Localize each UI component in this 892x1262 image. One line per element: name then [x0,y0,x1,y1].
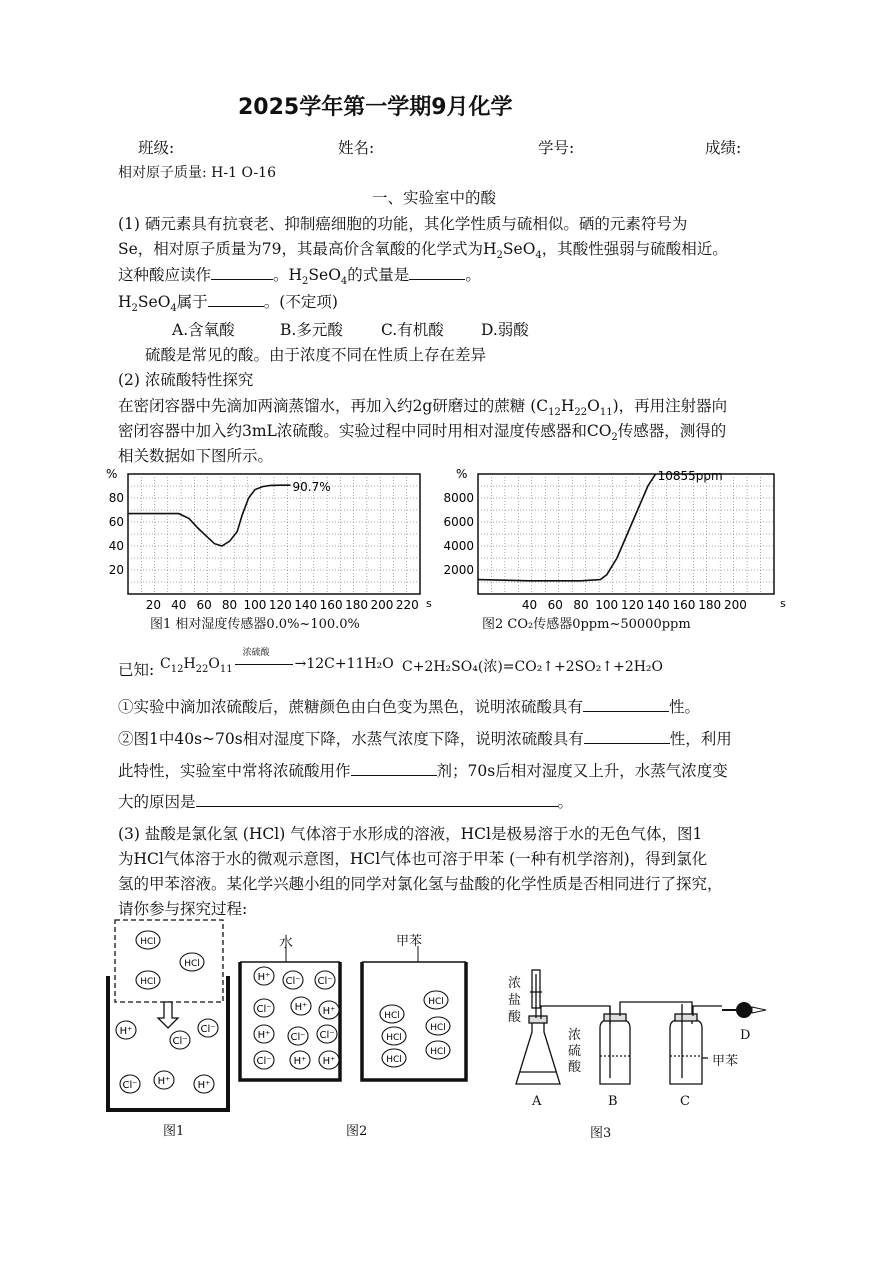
q1-line3-a: 这种酸应读作 [118,266,212,284]
humidity-chart-svg [106,467,440,633]
chart2-x-tick: 40 [521,598,538,612]
svg-text:HCl: HCl [430,1023,446,1033]
chloride-ion [170,1031,190,1049]
svg-text:Cl⁻: Cl⁻ [285,976,301,987]
chart2-x-tick: 200 [723,598,747,612]
q1-line2: Se，相对原子质量为79，其最高价含氧酸的化学式为$H_2SeO_4$，其酸性强弱与硫酸相近。 [118,240,728,262]
label-b: B [608,1094,618,1109]
chart1-annotation: 90.7% [292,480,331,495]
h2so4-label-2: 硫 [568,1044,582,1059]
section-heading: 一、实验室中的酸 [372,189,497,207]
q2-p1-d: )，再用注射器向 [612,397,728,415]
svg-text:Cl⁻: Cl⁻ [200,1024,216,1035]
chart2-x-tick: 100 [595,598,619,612]
chart1-x-tick: 200 [370,598,394,612]
hydrogen-ion [290,1051,310,1069]
chart1-x-tick: 160 [319,598,343,612]
q2-p1: 在密闭容器中先滴加两滴蒸馏水，再加入约2g研磨过的蔗糖 $(C_{12}H_{22}O_{11})$，再用注射器向 [118,397,728,419]
q1-line1: (1) 硒元素具有抗衰老、抑制癌细胞的功能，其化学性质与硫相似。硒的元素符号为 [118,215,688,233]
chloride-ion [317,1025,337,1043]
hydrogen-ion [154,1071,174,1089]
particle-diagrams [100,918,490,1138]
hcl-molecule [382,1027,406,1045]
chart1-y-tick: 80 [108,491,124,505]
svg-text:H⁺: H⁺ [293,1056,307,1067]
q1-line2-a: Se，相对原子质量为79，其最高价含氧酸的化学式为H [118,240,497,258]
chloride-ion [315,971,335,989]
q3-line2: 为HCl气体溶于水的微观示意图，HCl气体也可溶于甲苯 (一种有机学溶剂)，得到氯化 [118,850,708,868]
svg-text:H⁺: H⁺ [257,1030,271,1041]
answer-blank[interactable] [583,697,669,712]
q2-s1-a: ①实验中滴加浓硫酸后，蔗糖颜色由白色变为黑色，说明浓硫酸具有 [118,698,584,716]
chart2-y-tick: 4000 [443,539,474,553]
hcl-molecule [136,971,160,989]
hcl-molecule [136,931,160,949]
chart1-x-tick: 180 [345,598,368,612]
chart1-x-tick: 220 [395,598,419,612]
hcl-molecule [380,1005,404,1023]
co2-chart [442,467,786,633]
chart1-series-line [128,485,291,546]
acid-label-1: 浓 [508,976,522,991]
q2-s2-b: 性，利用 [669,730,732,748]
svg-text:Cl⁻: Cl⁻ [256,1004,272,1015]
svg-text:H⁺: H⁺ [322,1006,336,1017]
chart2-annotation: 10855ppm [657,469,723,483]
page-title: 2025学年第一学期9月化学 [238,95,513,120]
q2-p2: 密闭容器中加入约3mL浓硫酸。实验过程中同时用相对湿度传感器和$CO_2$传感器，测得的 [118,422,727,444]
q3-line4: 请你参与探究过程: [118,900,248,918]
option-c[interactable]: C.有机酸 [381,321,444,339]
bottle-c [670,1004,722,1084]
equation-1-products: →12C+11H₂O [294,656,394,672]
chart2-y-tick: 6000 [443,515,474,529]
svg-text:HCl: HCl [140,937,156,947]
q2-p1-a: 在密闭容器中先滴加两滴蒸馏水，再加入约2g研磨过的蔗糖 (C [118,397,549,415]
q2-s2-line3 [118,790,573,812]
chart2-x-tick: 60 [547,598,563,612]
option-b[interactable]: B.多元酸 [280,321,343,339]
name-label: 姓名: [338,139,375,157]
q1-note: 硫酸是常见的酸。由于浓度不同在性质上存在差异 [145,346,487,364]
chart2-caption: 图2 CO₂传感器0ppm~50000ppm [482,617,691,632]
answer-blank[interactable] [351,761,437,776]
acid-label-3: 酸 [508,1010,522,1025]
balloon-d [722,1002,766,1018]
chart1-x-tick: 100 [243,598,267,612]
label-d: D [740,1028,751,1043]
answer-blank[interactable] [196,792,558,807]
chloride-ion [288,1027,308,1045]
q1-line3-b: 。H [273,266,303,284]
hydrogen-ion [194,1075,214,1093]
q1-line4-c: 属于 [176,293,208,311]
hydrogen-ion [319,1001,339,1019]
svg-text:HCl: HCl [140,977,156,987]
h2so4-label-1: 浓 [568,1028,582,1043]
svg-text:HCl: HCl [384,1011,400,1021]
chart1-y-label: % [106,467,118,481]
answer-blank[interactable] [584,729,670,744]
chart2-x-tick: 180 [698,598,722,612]
svg-text:HCl: HCl [184,959,200,969]
q2-s1-b: 性。 [669,698,701,716]
svg-text:Cl⁻: Cl⁻ [317,976,333,987]
hcl-molecule [382,1049,406,1067]
chart1-x-tick: 80 [221,598,238,612]
hydrogen-ion [254,1025,274,1043]
chart1-x-tick: 140 [294,598,318,612]
chart1-y-tick: 20 [108,563,124,577]
reaction-condition: 浓硫酸 [242,648,270,658]
q2-s2-line2 [118,759,728,781]
answer-blank[interactable] [211,265,273,280]
chart1-caption: 图1 相对湿度传感器0.0%~100.0% [150,617,360,632]
svg-text:HCl: HCl [430,1047,446,1057]
chart2-y-tick: 2000 [443,563,474,577]
chloride-ion [120,1075,140,1093]
chart2-x-tick: 140 [646,598,670,612]
q1-line3-e: 。 [465,266,481,284]
id-label: 学号: [538,139,575,157]
acid-label-2: 盐 [508,993,522,1008]
chart1-y-tick: 60 [108,515,124,529]
q2-s2-c: 此特性，实验室中常将浓硫酸用作 [118,762,351,780]
svg-text:H⁺: H⁺ [257,972,271,983]
hydrogen-ion [319,1051,339,1069]
q2-p3: 相关数据如下图所示。 [118,447,274,465]
svg-text:Cl⁻: Cl⁻ [172,1036,188,1047]
chart1-x-tick: 120 [268,598,292,612]
q1-line3: 这种酸应读作 。$H_2SeO_4$的式量是 。 [118,266,481,288]
chart2-x-label: s [780,597,786,610]
label-a: A [532,1094,542,1109]
equation-2: C+2H₂SO₄(浓)=CO₂↑+2SO₂↑+2H₂O [402,659,664,675]
chart2-y-label: % [456,467,468,481]
co2-chart-svg [442,467,786,633]
q3-line3: 氢的甲苯溶液。某化学兴趣小组的同学对氯化氢与盐酸的化学性质是否相同进行了探究， [118,875,723,893]
q2-s2-e: 大的原因是 [118,793,196,811]
label-c: C [680,1094,690,1109]
svg-text:Cl⁻: Cl⁻ [290,1032,306,1043]
chloride-ion [283,971,303,989]
toluene-label: 甲苯 [396,934,423,949]
q2-s1 [118,695,700,717]
fig2-caption: 图2 [346,1124,368,1139]
chart1-x-tick: 20 [145,598,162,612]
svg-text:H⁺: H⁺ [157,1076,171,1087]
svg-text:Cl⁻: Cl⁻ [256,1056,272,1067]
q1-line4-d: 。(不定项) [263,293,338,311]
q1-line3-d: 的式量是 [347,266,410,284]
chart2-series-line [478,474,656,581]
q1-line4-a: H [118,293,132,311]
hcl-molecule [424,991,448,1009]
hcl-molecule [180,953,204,971]
svg-text:H⁺: H⁺ [294,1002,308,1013]
atomic-mass-line: 相对原子质量: H-1 O-16 [118,165,276,181]
q2-s2-d: 剂；70s后相对湿度又上升，水蒸气浓度变 [436,762,728,780]
chart1-x-tick: 60 [196,598,212,612]
svg-text:HCl: HCl [428,997,444,1007]
svg-text:H⁺: H⁺ [119,1026,133,1037]
svg-text:H⁺: H⁺ [197,1080,211,1091]
chloride-ion [198,1019,218,1037]
svg-text:Cl⁻: Cl⁻ [122,1080,138,1091]
option-d[interactable]: D.弱酸 [481,321,529,339]
chloride-ion [254,1051,274,1069]
known-label: 已知: [118,661,155,679]
hcl-molecule [426,1041,450,1059]
hydrogen-ion [254,967,274,985]
q2-p2-b: 传感器，测得的 [617,422,727,440]
q1-line4: $H_2SeO_4$属于 。(不定项) [118,293,338,315]
svg-text:HCl: HCl [386,1055,402,1065]
option-a[interactable]: A.含氧酸 [172,321,235,339]
class-label: 班级: [138,139,175,157]
chart2-x-tick: 160 [672,598,696,612]
equation-1: $C_{12}H_{22}O_{11}$ 浓硫酸 →12C+11H₂O [160,656,394,675]
h2so4-label-3: 酸 [568,1060,582,1075]
chart1-x-tick: 40 [171,598,187,612]
q2-heading: (2) 浓硫酸特性探究 [118,371,254,389]
chart2-x-tick: 80 [573,598,589,612]
hydrogen-ion [291,997,311,1015]
q2-s2-a: ②图1中40s~70s相对湿度下降，水蒸气浓度下降，说明浓硫酸具有 [118,730,584,748]
q3-line1: (3) 盐酸是氯化氢 (HCl) 气体溶于水形成的溶液，HCl是极易溶于水的无色气体，图1 [118,825,703,843]
toluene-apparatus-label: 甲苯 [712,1054,739,1069]
svg-text:Cl⁻: Cl⁻ [319,1030,335,1041]
q2-s2-f: 。 [557,793,574,811]
score-label: 成绩: [705,139,742,157]
q2-s2-line1 [118,727,732,749]
q2-p1-c: O [587,397,600,415]
q2-p2-a: 密闭容器中加入约3mL浓硫酸。实验过程中同时用相对湿度传感器和CO [118,422,612,440]
chloride-ion [254,999,274,1017]
answer-blank[interactable] [208,292,264,307]
hydrogen-ion [116,1021,136,1039]
fig1-caption: 图1 [163,1124,185,1139]
chart2-y-tick: 8000 [443,491,474,505]
chart2-x-tick: 120 [620,598,644,612]
flask-a [516,970,610,1084]
q1-line2-b: SeO [502,240,536,258]
hcl-molecule [426,1017,450,1035]
gas-apparatus [500,962,780,1112]
fig3-caption: 图3 [590,1126,612,1141]
chart1-x-label: s [426,597,432,610]
chart1-y-tick: 40 [108,539,124,553]
svg-text:HCl: HCl [386,1033,402,1043]
svg-text:H⁺: H⁺ [322,1056,336,1067]
q1-line2-c: ，其酸性强弱与硫酸相近。 [541,240,728,258]
q2-p1-b: H [560,397,575,415]
humidity-chart [106,467,440,633]
answer-blank[interactable] [409,265,465,280]
q1-line4-b: SeO [137,293,171,311]
water-label: 水 [279,935,293,951]
q1-line3-c: SeO [308,266,341,284]
